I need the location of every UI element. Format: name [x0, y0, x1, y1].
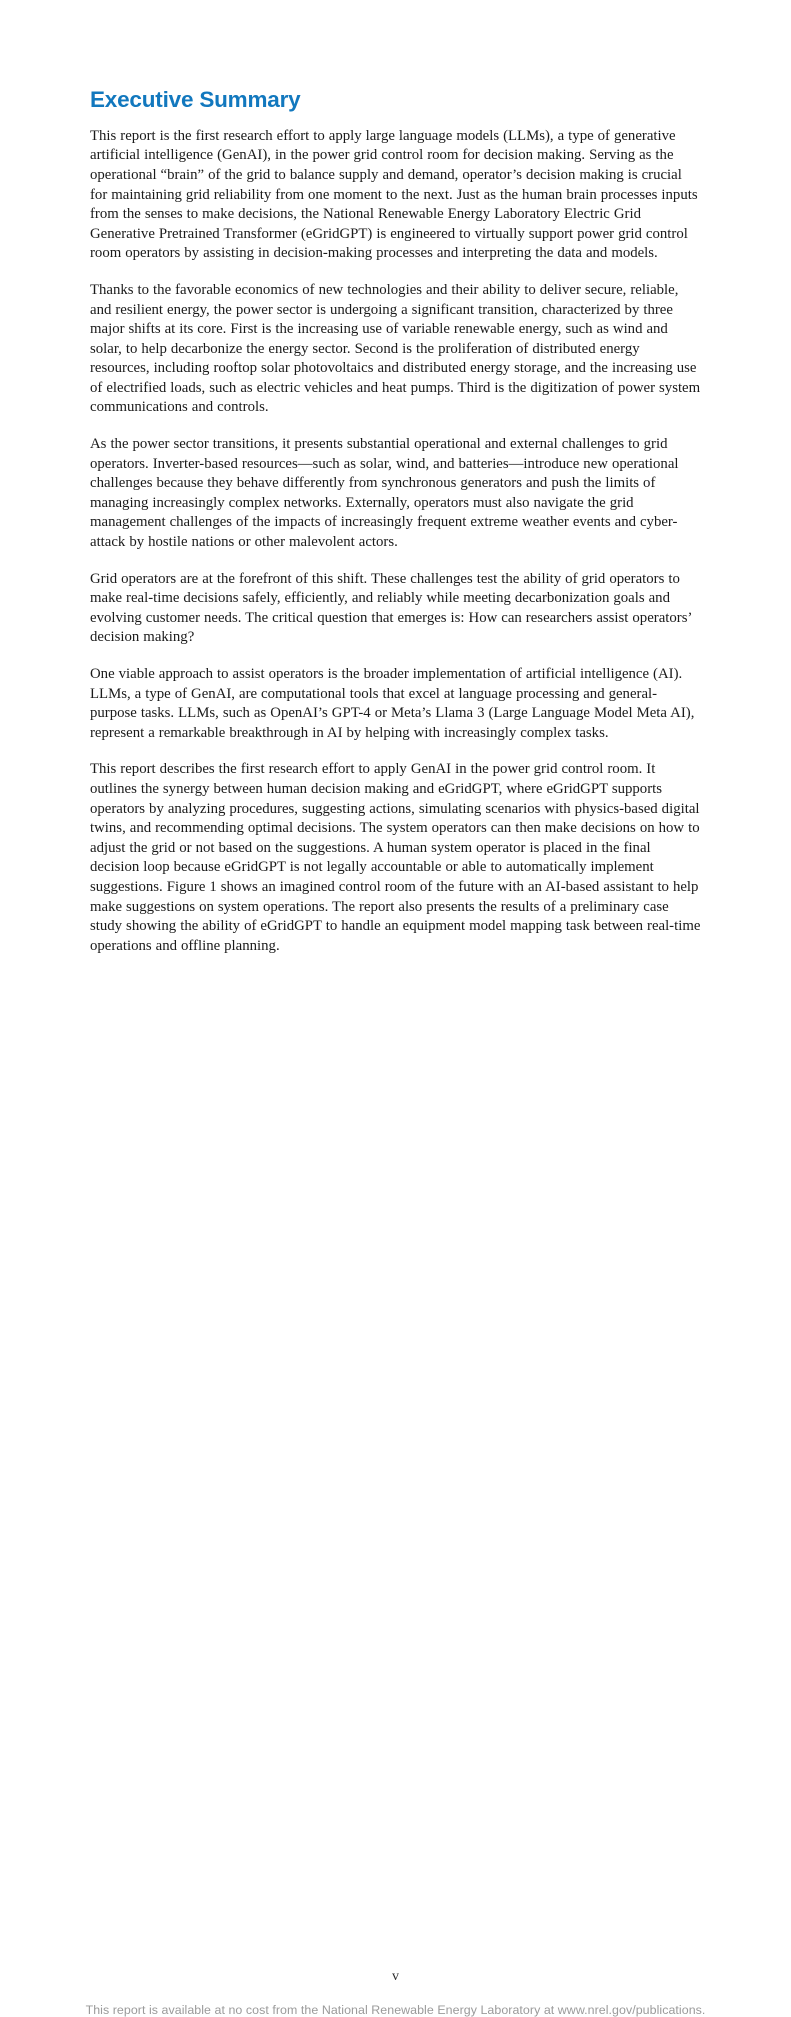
- page-number: v: [392, 1969, 399, 1984]
- document-content: [90, 88, 702, 956]
- paragraph-2: Thanks to the favorable economics of new technologies and their ability to deliver secure, reliable, and resilient energy, the power sector is undergoing a significant transition, characterized by three major shifts at its core. First is the increasing use of variable renewable energy, such as wind and solar, to help decarbonize the energy sector. Second is the proliferation of distributed energy resources, including rooftop solar photovoltaics and distributed energy storage, and the increasing use of electrified loads, such as electric vehicles and heat pumps. Third is the digitization of power system communications and controls.: [90, 281, 701, 416]
- paragraph-3: As the power sector transitions, it presents substantial operational and external challenges to grid operators. Inverter-based resources—such as solar, wind, and batteries—introduce new operational challenges because they behave differently from synchronous generators and push the limits of managing increasingly complex networks. Externally, operators must also navigate the grid management challenges of the impacts of increasingly frequent extreme weather events and cyber-attack by hostile nations or other malevolent actors.: [90, 436, 679, 551]
- page-title: Executive Summary: [90, 87, 301, 112]
- paragraph-6: This report describes the first research effort to apply GenAI in the power grid control room. It outlines the synergy between human decision making and eGridGPT, where eGridGPT supports operators by analyzing procedures, suggesting actions, simulating scenarios with physics-based digital twins, and recommending optimal decisions. The system operators can then make decisions on how to adjust the grid or not based on the suggestions. A human system operator is placed in the final decision loop because eGridGPT is not legally accountable or able to automatically implement suggestions. Figure 1 shows an imagined control room of the future with an AI-based assistant to help make suggestions on system operations. The report also presents the results of a preliminary case study showing the ability of eGridGPT to handle an equipment model mapping task between real-time operations and offline planning.: [90, 761, 701, 954]
- footer-availability-note: This report is available at no cost from the National Renewable Energy Laboratory at www.nrel.gov/publications.: [85, 2003, 706, 2017]
- paragraph-5: One viable approach to assist operators is the broader implementation of artificial intelligence (AI). LLMs, a type of GenAI, are computational tools that excel at language processing and general-purpose tasks. LLMs, such as OpenAI’s GPT-4 or Meta’s Llama 3 (Large Language Model Meta AI), represent a remarkable breakthrough in AI by helping with increasingly complex tasks.: [90, 666, 695, 741]
- paragraph-4: Grid operators are at the forefront of this shift. These challenges test the ability of grid operators to make real-time decisions safely, efficiently, and reliably while meeting decarbonization goals and evolving customer needs. The critical question that emerges is: How can researchers assist operators’ decision making?: [90, 570, 692, 646]
- paragraph-1: This report is the first research effort to apply large language models (LLMs), a type of generative artificial intelligence (GenAI), in the power grid control room for decision making. Serving as the operational “brain” of the grid to balance supply and demand, operator’s decision making is crucial for maintaining grid reliability from one moment to the next. Just as the human brain processes inputs from the senses to make decisions, the National Renewable Energy Laboratory Electric Grid Generative Pretrained Transformer (eGridGPT) is engineered to virtually support power grid control room operators by assisting in decision-making processes and interpreting the data and models.: [90, 127, 698, 262]
